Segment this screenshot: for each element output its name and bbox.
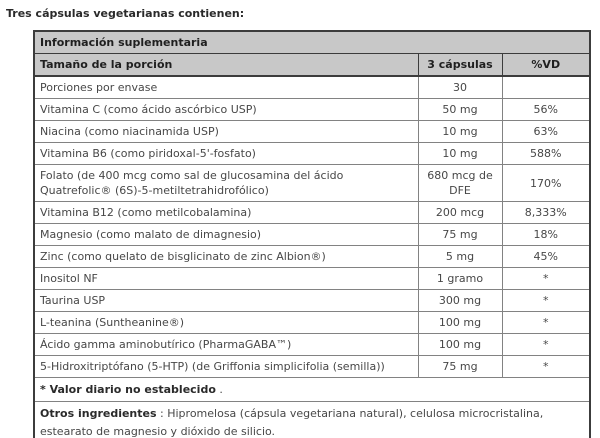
table-row bbox=[34, 165, 590, 202]
ingredient-amount: 300 mg bbox=[418, 290, 502, 312]
ingredient-amount: 50 mg bbox=[418, 99, 502, 121]
ingredient-dv: 56% bbox=[502, 99, 590, 121]
ingredient-name: Vitamina B12 (como metilcobalamina) bbox=[34, 202, 418, 224]
ingredient-dv: 588% bbox=[502, 143, 590, 165]
ingredient-name: Magnesio (como malato de dimagnesio) bbox=[34, 224, 418, 246]
table-row bbox=[34, 290, 590, 312]
table-row bbox=[34, 224, 590, 246]
other-ingredients bbox=[34, 402, 590, 438]
ingredient-dv: * bbox=[502, 268, 590, 290]
ingredient-amount: 100 mg bbox=[418, 312, 502, 334]
other-ingredients-text: : Hipromelosa (cápsula vegetariana natural), celulosa microcristalina, estearato de magnesio y dióxido de silicio. bbox=[40, 407, 544, 438]
ingredient-amount: 10 mg bbox=[418, 121, 502, 143]
ingredient-dv bbox=[502, 76, 590, 99]
table-row bbox=[34, 246, 590, 268]
ingredient-dv: 45% bbox=[502, 246, 590, 268]
ingredient-dv: * bbox=[502, 312, 590, 334]
ingredient-name: Ácido gamma aminobutírico (PharmaGABA™) bbox=[34, 334, 418, 356]
other-ingredients-row bbox=[34, 402, 590, 438]
table-row bbox=[34, 334, 590, 356]
ingredient-amount: 200 mcg bbox=[418, 202, 502, 224]
footnote-bold: * Valor diario no establecido bbox=[40, 383, 216, 396]
table-row bbox=[34, 202, 590, 224]
ingredient-name: Taurina USP bbox=[34, 290, 418, 312]
footnote bbox=[34, 378, 590, 402]
ingredient-dv: 18% bbox=[502, 224, 590, 246]
other-ingredients-label: Otros ingredientes bbox=[40, 407, 157, 420]
table-row bbox=[34, 99, 590, 121]
table-row bbox=[34, 76, 590, 99]
table-row bbox=[34, 312, 590, 334]
ingredient-dv: 170% bbox=[502, 165, 590, 202]
table-row bbox=[34, 143, 590, 165]
ingredient-name: Vitamina C (como ácido ascórbico USP) bbox=[34, 99, 418, 121]
ingredient-name: Niacina (como niacinamida USP) bbox=[34, 121, 418, 143]
column-header-row bbox=[34, 54, 590, 77]
ingredient-dv: 63% bbox=[502, 121, 590, 143]
ingredient-amount: 680 mcg de DFE bbox=[418, 165, 502, 202]
ingredient-amount: 75 mg bbox=[418, 224, 502, 246]
ingredient-dv: * bbox=[502, 356, 590, 378]
ingredient-amount: 5 mg bbox=[418, 246, 502, 268]
column-header-amount: 3 cápsulas bbox=[418, 54, 502, 77]
table-title-row bbox=[34, 31, 590, 54]
ingredient-dv: * bbox=[502, 334, 590, 356]
footnote-rest: . bbox=[215, 383, 223, 396]
footnote-row bbox=[34, 378, 590, 402]
ingredient-amount: 10 mg bbox=[418, 143, 502, 165]
ingredient-dv: 8,333% bbox=[502, 202, 590, 224]
table-title: Información suplementaria bbox=[34, 31, 590, 54]
table-row bbox=[34, 268, 590, 290]
ingredient-amount: 1 gramo bbox=[418, 268, 502, 290]
ingredient-name: Porciones por envase bbox=[34, 76, 418, 99]
table-row bbox=[34, 356, 590, 378]
ingredient-name: Zinc (como quelato de bisglicinato de zinc Albion®) bbox=[34, 246, 418, 268]
ingredient-name: Folato (de 400 mcg como sal de glucosamina del ácido Quatrefolic® (6S)-5-metiltetrahidrofólico) bbox=[34, 165, 418, 202]
supplement-facts-table bbox=[33, 30, 591, 438]
ingredient-dv: * bbox=[502, 290, 590, 312]
ingredient-name: L-teanina (Suntheanine®) bbox=[34, 312, 418, 334]
ingredient-name: 5-Hidroxitriptófano (5-HTP) (de Griffonia simplicifolia (semilla)) bbox=[34, 356, 418, 378]
ingredient-amount: 75 mg bbox=[418, 356, 502, 378]
ingredient-amount: 100 mg bbox=[418, 334, 502, 356]
ingredient-name: Inositol NF bbox=[34, 268, 418, 290]
table-row bbox=[34, 121, 590, 143]
ingredient-name: Vitamina B6 (como piridoxal-5'-fosfato) bbox=[34, 143, 418, 165]
column-header-serving-size: Tamaño de la porción bbox=[34, 54, 418, 77]
ingredient-amount: 30 bbox=[418, 76, 502, 99]
serving-caption: Tres cápsulas vegetarianas contienen: bbox=[6, 7, 245, 20]
column-header-dv: %VD bbox=[502, 54, 590, 77]
